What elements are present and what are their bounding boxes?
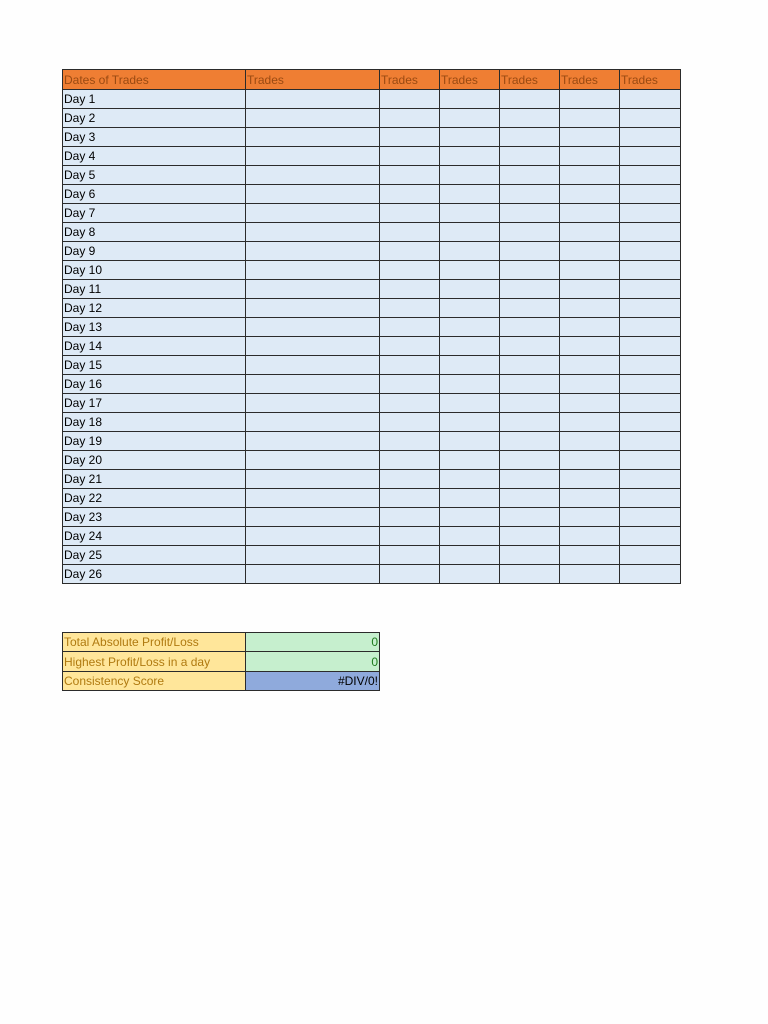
table-row <box>63 470 681 489</box>
trade-cell[interactable] <box>246 299 380 318</box>
trade-cell[interactable] <box>560 242 620 261</box>
trade-cell[interactable] <box>246 204 380 223</box>
day-label-cell[interactable]: Day 12 <box>63 299 246 318</box>
trade-cell[interactable] <box>246 147 380 166</box>
table-row <box>63 166 681 185</box>
table-row <box>63 147 681 166</box>
trade-cell[interactable] <box>500 223 560 242</box>
table-row <box>63 128 681 147</box>
trade-cell[interactable] <box>246 451 380 470</box>
trade-cell[interactable] <box>440 185 500 204</box>
trade-cell[interactable] <box>620 204 681 223</box>
table-row <box>63 337 681 356</box>
total-profit-row <box>63 633 380 652</box>
trade-cell[interactable] <box>500 299 560 318</box>
trade-cell[interactable] <box>560 413 620 432</box>
trades-table <box>62 69 681 584</box>
trade-cell[interactable] <box>500 413 560 432</box>
trade-cell[interactable] <box>620 527 681 546</box>
trade-cell[interactable] <box>440 90 500 109</box>
trade-cell[interactable] <box>440 280 500 299</box>
trade-cell[interactable] <box>620 451 681 470</box>
trade-cell[interactable] <box>440 375 500 394</box>
trade-cell[interactable] <box>440 337 500 356</box>
highest-profit-label[interactable]: Highest Profit/Loss in a day <box>63 652 246 671</box>
trade-cell[interactable] <box>440 204 500 223</box>
table-row <box>63 90 681 109</box>
trade-cell[interactable] <box>560 223 620 242</box>
day-label-cell[interactable]: Day 1 <box>63 90 246 109</box>
table-row <box>63 318 681 337</box>
table-row <box>63 546 681 565</box>
table-row <box>63 280 681 299</box>
trade-cell[interactable] <box>560 489 620 508</box>
trade-cell[interactable] <box>380 413 440 432</box>
trade-cell[interactable] <box>246 223 380 242</box>
trade-cell[interactable] <box>380 299 440 318</box>
trade-cell[interactable] <box>440 527 500 546</box>
header-trades[interactable]: Trades <box>620 70 681 90</box>
trade-cell[interactable] <box>500 109 560 128</box>
trade-cell[interactable] <box>440 413 500 432</box>
day-label-cell[interactable]: Day 24 <box>63 527 246 546</box>
trade-cell[interactable] <box>620 261 681 280</box>
trade-cell[interactable] <box>620 242 681 261</box>
table-row <box>63 109 681 128</box>
trade-cell[interactable] <box>246 546 380 565</box>
table-row <box>63 299 681 318</box>
trade-cell[interactable] <box>380 508 440 527</box>
trade-cell[interactable] <box>560 451 620 470</box>
trade-cell[interactable] <box>560 318 620 337</box>
table-row <box>63 565 681 584</box>
trade-cell[interactable] <box>440 470 500 489</box>
trade-cell[interactable] <box>380 204 440 223</box>
trade-cell[interactable] <box>440 147 500 166</box>
day-label-cell[interactable]: Day 11 <box>63 280 246 299</box>
trade-cell[interactable] <box>560 128 620 147</box>
day-label-cell[interactable]: Day 14 <box>63 337 246 356</box>
table-row <box>63 261 681 280</box>
trade-cell[interactable] <box>560 166 620 185</box>
trade-cell[interactable] <box>620 128 681 147</box>
trade-cell[interactable] <box>440 223 500 242</box>
trade-cell[interactable] <box>380 109 440 128</box>
trade-cell[interactable] <box>246 185 380 204</box>
trade-cell[interactable] <box>620 356 681 375</box>
header-row <box>63 70 681 90</box>
trade-cell[interactable] <box>620 318 681 337</box>
trades-rows <box>63 90 681 584</box>
trade-cell[interactable] <box>620 109 681 128</box>
trade-cell[interactable] <box>500 356 560 375</box>
table-row <box>63 375 681 394</box>
trade-cell[interactable] <box>500 546 560 565</box>
trade-cell[interactable] <box>620 166 681 185</box>
trade-cell[interactable] <box>246 508 380 527</box>
trade-cell[interactable] <box>500 166 560 185</box>
trade-cell[interactable] <box>560 185 620 204</box>
trade-cell[interactable] <box>500 90 560 109</box>
trade-cell[interactable] <box>246 356 380 375</box>
trade-cell[interactable] <box>500 565 560 584</box>
consistency-score-row <box>63 671 380 690</box>
trade-cell[interactable] <box>380 356 440 375</box>
trade-cell[interactable] <box>440 166 500 185</box>
trade-cell[interactable] <box>560 432 620 451</box>
trade-cell[interactable] <box>380 261 440 280</box>
trade-cell[interactable] <box>620 413 681 432</box>
day-label-cell[interactable]: Day 2 <box>63 109 246 128</box>
highest-profit-row <box>63 652 380 671</box>
trade-cell[interactable] <box>440 242 500 261</box>
trade-cell[interactable] <box>380 432 440 451</box>
trade-cell[interactable] <box>246 432 380 451</box>
day-label-cell[interactable]: Day 18 <box>63 413 246 432</box>
trade-cell[interactable] <box>246 242 380 261</box>
trade-cell[interactable] <box>440 128 500 147</box>
trade-cell[interactable] <box>246 375 380 394</box>
trade-cell[interactable] <box>246 489 380 508</box>
trade-cell[interactable] <box>560 337 620 356</box>
trade-cell[interactable] <box>560 356 620 375</box>
trade-cell[interactable] <box>246 280 380 299</box>
trade-cell[interactable] <box>380 166 440 185</box>
table-row <box>63 185 681 204</box>
day-label-cell[interactable]: Day 3 <box>63 128 246 147</box>
header-trades[interactable]: Trades <box>500 70 560 90</box>
day-label-cell[interactable]: Day 8 <box>63 223 246 242</box>
trade-cell[interactable] <box>440 508 500 527</box>
trade-cell[interactable] <box>440 394 500 413</box>
trade-cell[interactable] <box>440 109 500 128</box>
trade-cell[interactable] <box>620 508 681 527</box>
trade-cell[interactable] <box>380 527 440 546</box>
table-row <box>63 204 681 223</box>
trade-cell[interactable] <box>246 261 380 280</box>
trade-cell[interactable] <box>500 527 560 546</box>
trade-cell[interactable] <box>500 128 560 147</box>
table-row <box>63 527 681 546</box>
trade-cell[interactable] <box>560 394 620 413</box>
table-row <box>63 451 681 470</box>
total-profit-label[interactable]: Total Absolute Profit/Loss <box>63 633 246 652</box>
trade-cell[interactable] <box>440 546 500 565</box>
trade-cell[interactable] <box>440 432 500 451</box>
trade-cell[interactable] <box>440 356 500 375</box>
trade-cell[interactable] <box>560 261 620 280</box>
trade-cell[interactable] <box>380 470 440 489</box>
day-label-cell[interactable]: Day 26 <box>63 565 246 584</box>
trade-cell[interactable] <box>380 375 440 394</box>
day-label-cell[interactable]: Day 17 <box>63 394 246 413</box>
trade-cell[interactable] <box>560 147 620 166</box>
trade-cell[interactable] <box>380 394 440 413</box>
trade-cell[interactable] <box>560 565 620 584</box>
trade-cell[interactable] <box>246 337 380 356</box>
consistency-score-label[interactable]: Consistency Score <box>63 671 246 690</box>
trade-cell[interactable] <box>500 337 560 356</box>
trade-cell[interactable] <box>560 508 620 527</box>
trade-cell[interactable] <box>560 280 620 299</box>
summary-table <box>62 632 380 691</box>
trade-cell[interactable] <box>246 128 380 147</box>
trade-cell[interactable] <box>500 318 560 337</box>
trade-cell[interactable] <box>560 546 620 565</box>
trade-cell[interactable] <box>500 489 560 508</box>
trade-cell[interactable] <box>380 318 440 337</box>
trade-cell[interactable] <box>246 109 380 128</box>
trade-cell[interactable] <box>500 242 560 261</box>
day-label-cell[interactable]: Day 15 <box>63 356 246 375</box>
trade-cell[interactable] <box>620 375 681 394</box>
day-label-cell[interactable]: Day 20 <box>63 451 246 470</box>
trade-cell[interactable] <box>620 489 681 508</box>
table-row <box>63 223 681 242</box>
trade-cell[interactable] <box>380 280 440 299</box>
day-label-cell[interactable]: Day 25 <box>63 546 246 565</box>
trade-cell[interactable] <box>560 527 620 546</box>
trade-cell[interactable] <box>380 565 440 584</box>
trade-cell[interactable] <box>500 508 560 527</box>
trade-cell[interactable] <box>380 489 440 508</box>
trade-cell[interactable] <box>246 565 380 584</box>
trade-cell[interactable] <box>440 489 500 508</box>
table-row <box>63 356 681 375</box>
trade-cell[interactable] <box>246 166 380 185</box>
header-trades[interactable]: Trades <box>560 70 620 90</box>
trade-cell[interactable] <box>440 318 500 337</box>
trade-cell[interactable] <box>246 90 380 109</box>
consistency-score-value[interactable]: #DIV/0! <box>246 671 380 690</box>
table-row <box>63 489 681 508</box>
day-label-cell[interactable]: Day 23 <box>63 508 246 527</box>
trade-cell[interactable] <box>620 185 681 204</box>
day-label-cell[interactable]: Day 22 <box>63 489 246 508</box>
day-label-cell[interactable]: Day 5 <box>63 166 246 185</box>
trade-cell[interactable] <box>500 204 560 223</box>
header-trades[interactable]: Trades <box>246 70 380 90</box>
trade-cell[interactable] <box>246 394 380 413</box>
day-label-cell[interactable]: Day 13 <box>63 318 246 337</box>
trade-cell[interactable] <box>380 147 440 166</box>
trade-cell[interactable] <box>620 432 681 451</box>
trade-cell[interactable] <box>620 337 681 356</box>
trade-cell[interactable] <box>620 470 681 489</box>
trade-cell[interactable] <box>380 90 440 109</box>
table-row <box>63 242 681 261</box>
trade-cell[interactable] <box>500 261 560 280</box>
trade-cell[interactable] <box>380 185 440 204</box>
trade-cell[interactable] <box>500 147 560 166</box>
trade-cell[interactable] <box>620 299 681 318</box>
trade-cell[interactable] <box>246 527 380 546</box>
trade-cell[interactable] <box>500 280 560 299</box>
table-row <box>63 413 681 432</box>
trade-cell[interactable] <box>620 565 681 584</box>
trade-cell[interactable] <box>440 261 500 280</box>
trade-cell[interactable] <box>380 451 440 470</box>
trade-cell[interactable] <box>380 337 440 356</box>
trade-cell[interactable] <box>560 109 620 128</box>
trade-cell[interactable] <box>380 242 440 261</box>
trade-cell[interactable] <box>380 128 440 147</box>
trade-cell[interactable] <box>620 147 681 166</box>
trade-cell[interactable] <box>500 432 560 451</box>
trade-cell[interactable] <box>620 280 681 299</box>
trade-cell[interactable] <box>500 470 560 489</box>
highest-profit-value[interactable]: 0 <box>246 652 380 671</box>
total-profit-value[interactable]: 0 <box>246 633 380 652</box>
day-label-cell[interactable]: Day 9 <box>63 242 246 261</box>
header-trades[interactable]: Trades <box>440 70 500 90</box>
trade-cell[interactable] <box>560 204 620 223</box>
day-label-cell[interactable]: Day 7 <box>63 204 246 223</box>
trade-cell[interactable] <box>500 451 560 470</box>
trade-cell[interactable] <box>380 223 440 242</box>
day-label-cell[interactable]: Day 21 <box>63 470 246 489</box>
trade-cell[interactable] <box>560 299 620 318</box>
day-label-cell[interactable]: Day 10 <box>63 261 246 280</box>
day-label-cell[interactable]: Day 19 <box>63 432 246 451</box>
trade-cell[interactable] <box>560 375 620 394</box>
trade-cell[interactable] <box>246 318 380 337</box>
trade-cell[interactable] <box>560 90 620 109</box>
trade-cell[interactable] <box>440 451 500 470</box>
trade-cell[interactable] <box>500 375 560 394</box>
trade-cell[interactable] <box>620 394 681 413</box>
header-trades[interactable]: Trades <box>380 70 440 90</box>
day-label-cell[interactable]: Day 16 <box>63 375 246 394</box>
trade-cell[interactable] <box>620 90 681 109</box>
trade-cell[interactable] <box>500 394 560 413</box>
trade-cell[interactable] <box>440 565 500 584</box>
trade-cell[interactable] <box>246 470 380 489</box>
day-label-cell[interactable]: Day 6 <box>63 185 246 204</box>
header-dates-of-trades[interactable]: Dates of Trades <box>63 70 246 90</box>
trade-cell[interactable] <box>246 413 380 432</box>
table-row <box>63 432 681 451</box>
trade-cell[interactable] <box>620 223 681 242</box>
trade-cell[interactable] <box>500 185 560 204</box>
trade-cell[interactable] <box>560 470 620 489</box>
trade-cell[interactable] <box>440 299 500 318</box>
trade-cell[interactable] <box>620 546 681 565</box>
table-row <box>63 394 681 413</box>
table-row <box>63 508 681 527</box>
day-label-cell[interactable]: Day 4 <box>63 147 246 166</box>
trade-cell[interactable] <box>380 546 440 565</box>
